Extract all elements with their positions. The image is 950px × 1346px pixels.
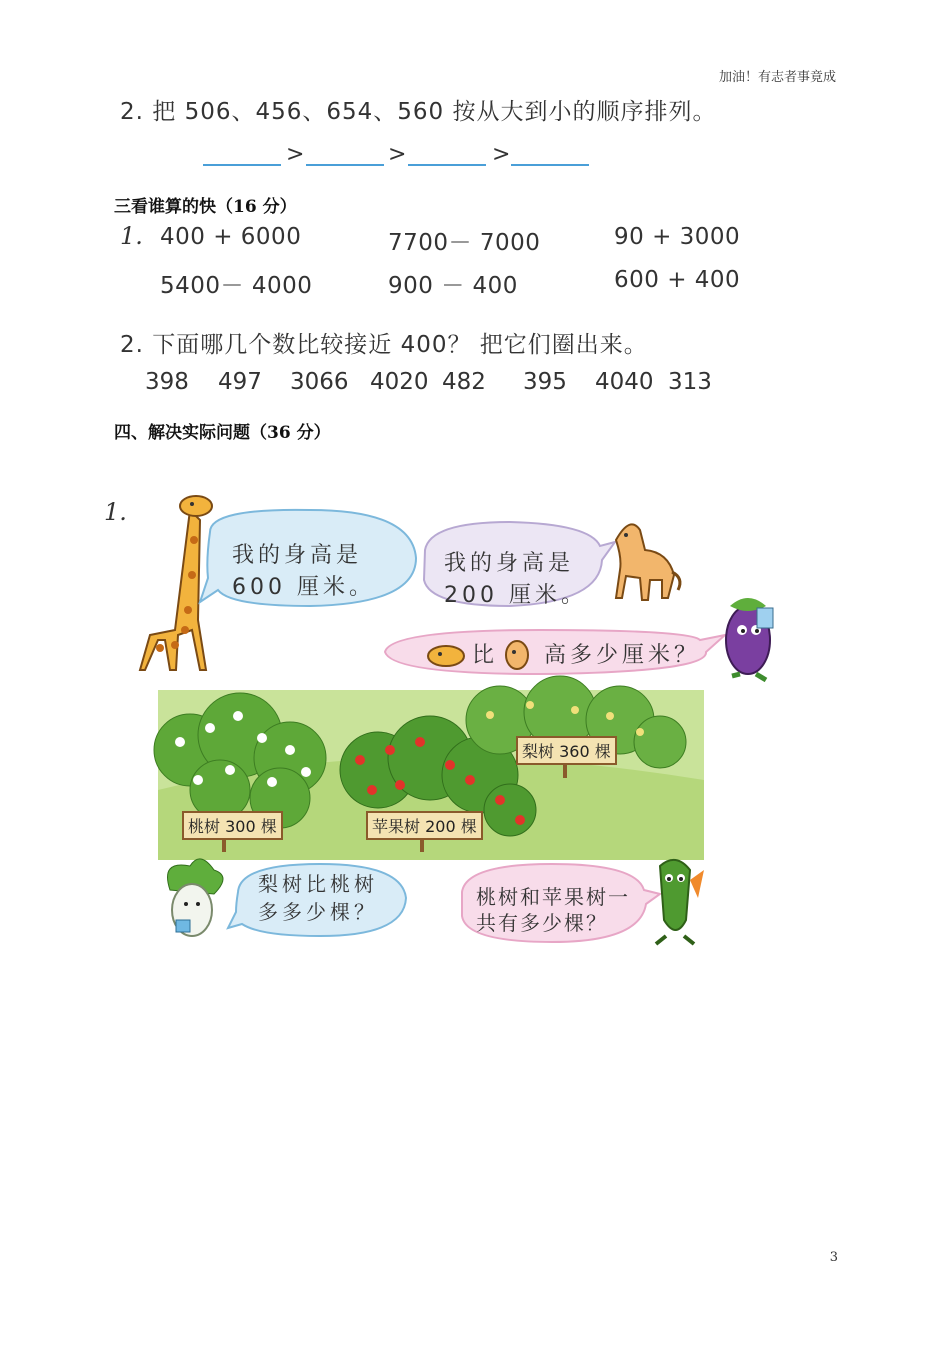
comparison-word: 比 [472, 643, 499, 668]
calc-item: 5400－ 4000 [160, 273, 313, 299]
number-choice[interactable]: 482 [442, 369, 486, 395]
sign-peach-trees: 桃树 300 棵 [182, 811, 283, 840]
pear-vs-peach-question [258, 870, 378, 926]
calc-item: 600 + 400 [614, 267, 741, 293]
number-choice[interactable]: 395 [523, 369, 567, 395]
section-three-title: 三看谁算的快（16 分） [114, 197, 297, 217]
question-text: 下面哪几个数比较接近 400？ 把它们圈出来。 [152, 332, 648, 358]
answer-blank-4[interactable] [511, 164, 589, 166]
answer-blank-3[interactable] [408, 164, 486, 166]
sign-pear-trees: 梨树 360 棵 [516, 736, 617, 765]
radish-illustration [168, 859, 224, 936]
question-number: 1. [104, 498, 127, 526]
question-number: 2. [120, 99, 144, 125]
calc-item: 7700－ 7000 [388, 230, 541, 256]
calc-item: 90 + 3000 [614, 224, 741, 250]
section-four-title: 四、解决实际问题（36 分） [114, 423, 331, 443]
horse-head-icon [506, 641, 528, 669]
number-choice[interactable]: 497 [218, 369, 262, 395]
greater-than-sign: > [286, 142, 305, 167]
answer-blank-2[interactable] [306, 164, 384, 166]
speech-line: 桃树和苹果树一 [476, 885, 630, 909]
question-order [120, 93, 717, 126]
giraffe-head-icon [428, 646, 464, 666]
answer-blank-1[interactable] [203, 164, 281, 166]
speech-line: 600 厘米。 [232, 575, 375, 600]
header-motto: 加油！有志者事竟成 [718, 70, 836, 85]
question-approx [120, 326, 648, 359]
question-text: 把 506、456、654、560 按从大到小的顺序排列。 [152, 99, 717, 125]
speech-line: 梨树比桃树 [258, 872, 378, 896]
number-choice[interactable]: 4040 [595, 369, 654, 395]
greater-than-sign: > [388, 142, 407, 167]
speech-line: 我的身高是 [232, 543, 363, 568]
eggplant-illustration [726, 598, 773, 680]
horse-speech [444, 548, 587, 612]
speech-line: 200 厘米。 [444, 583, 587, 608]
number-choice[interactable]: 313 [668, 369, 712, 395]
giraffe-illustration [140, 496, 212, 670]
horse-illustration [616, 524, 680, 600]
speech-line: 共有多少棵？ [476, 911, 608, 935]
giraffe-speech [232, 540, 375, 604]
sign-apple-trees: 苹果树 200 棵 [366, 811, 483, 840]
pepper-illustration [656, 860, 704, 944]
calc-item: 900 － 400 [388, 273, 518, 299]
speech-line: 我的身高是 [444, 551, 575, 576]
number-choice[interactable]: 3066 [290, 369, 349, 395]
number-choice[interactable]: 4020 [370, 369, 429, 395]
speech-line: 多多少棵？ [258, 900, 378, 924]
calc-item: 400 + 6000 [160, 224, 302, 250]
number-choice[interactable]: 398 [145, 369, 189, 395]
question-number: 1. [120, 222, 143, 250]
greater-than-sign: > [492, 142, 511, 167]
question-suffix: 高多少厘米？ [544, 643, 701, 668]
page-number: 3 [829, 1250, 838, 1265]
sum-question [476, 884, 630, 936]
question-number: 2. [120, 332, 144, 358]
